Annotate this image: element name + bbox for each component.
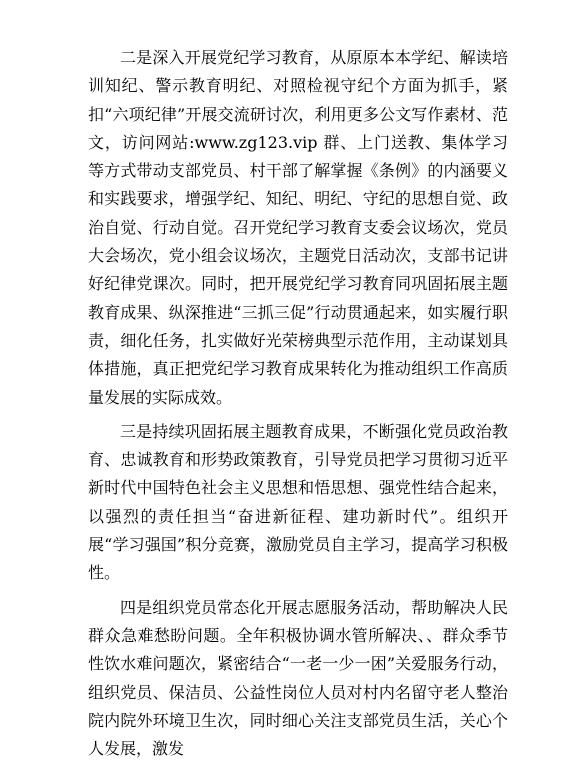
- paragraph-theme-education: 三是持续巩固拓展主题教育成果，不断强化党员政治教育、忠诚教育和形势政策教育，引导党员把学习贯彻习近平新时代中国特色社会主义思想和悟思想、强党性结合起来，以强烈的责任担当“奋进新征程、建功新时代”。组织开展“学习强国”积分竞赛，激励党员自主学习，提高学习积极性。: [88, 421, 508, 583]
- paragraph-volunteer-service: 四是组织党员常态化开展志愿服务活动，帮助解决人民群众急难愁盼问题。全年积极协调水管所解决、、群众季节性饮水难问题次，紧密结合“一老一少一困”关爱服务行动，组织党员、保洁员、公益性岗位人员对村内名留守老人整治院内院外环境卫生次，同时细心关注支部党员生活，关心个人发展，激发: [88, 597, 508, 759]
- paragraph-party-discipline-education: 二是深入开展党纪学习教育，从原原本本学纪、解读培训知纪、警示教育明纪、对照检视守纪个方面为抓手，紧扣“六项纪律”开展交流研讨次，利用更多公文写作素材、范文，访问网站:www.zg123.vip 群、上门送教、集体学习等方式带动支部党员、村干部了解掌握《条例》的内涵要义和实践要求，增强学纪、知纪、明纪、守纪的思想自觉、政治自觉、行动自觉。召开党纪学习教育支委会议场次，党员大会场次，党小组会议场次，主题党日活动次，支部书记讲好纪律党课次。同时，把开展党纪学习教育同巩固拓展主题教育成果、纵深推进“三抓三促”行动贯通起来，如实履行职责，细化任务，扎实做好光荣榜典型示范作用，主动谋划具体措施，真正把党纪学习教育成果转化为推动组织工作高质量发展的实际成效。: [88, 48, 508, 407]
- document-body: [88, 44, 508, 769]
